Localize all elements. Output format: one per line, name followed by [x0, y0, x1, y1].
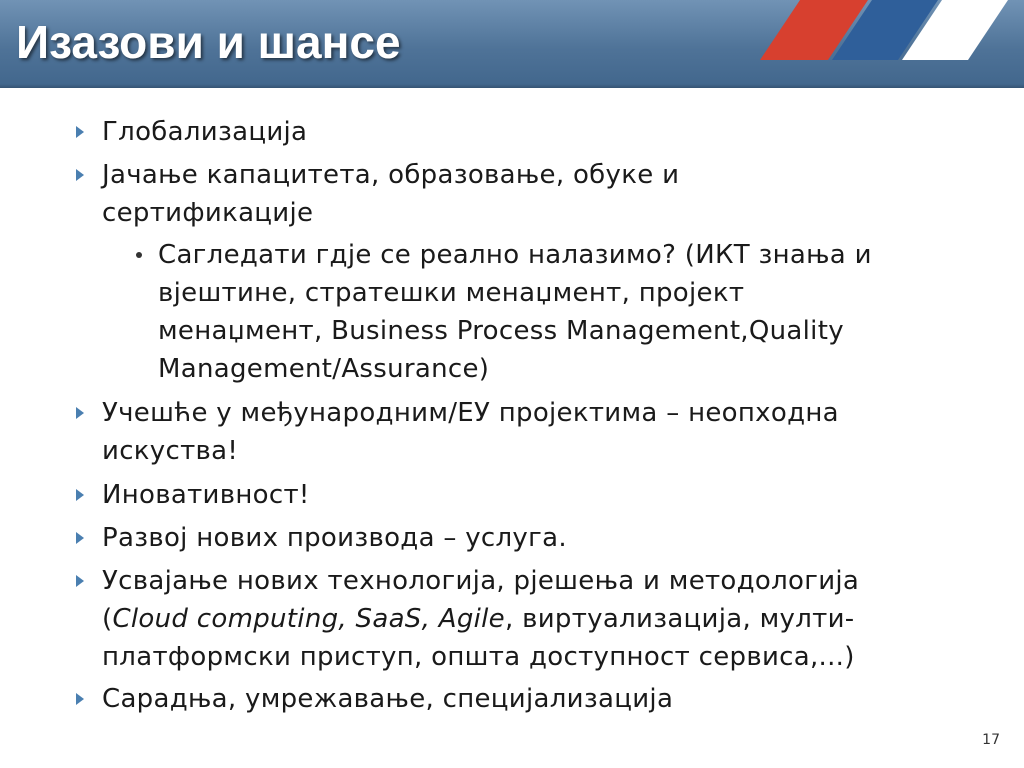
- bullet-eu-projects-line2: искуства!: [102, 436, 239, 466]
- bullet-innovation: Иновативност!: [102, 480, 310, 510]
- slide-title: Изазови и шансе: [16, 16, 401, 68]
- bullet-capacity-line1: Јачање капацитета, образовање, обуке и: [102, 160, 680, 190]
- bullet-arrow-icon: [76, 489, 84, 501]
- paren-open: (: [102, 604, 113, 634]
- sub-bullet-line3: менаџмент, Business Process Management,Quality: [158, 316, 844, 346]
- tech-terms-italic: Cloud computing, SaaS, Agile: [112, 604, 505, 634]
- bullet-capacity-line2: сертификације: [102, 198, 314, 228]
- serbian-flag-stripes-icon: [760, 0, 1024, 62]
- bullet-new-products: Развој нових производа – услуга.: [102, 523, 567, 553]
- bullet-arrow-icon: [76, 126, 84, 138]
- bullet-new-tech-line1: Усвајање нових технологија, рјешења и методологија: [102, 566, 860, 596]
- bullet-arrow-icon: [76, 169, 84, 181]
- bullet-arrow-icon: [76, 532, 84, 544]
- bullet-cooperation: Сарадња, умрежавање, специјализација: [102, 684, 674, 714]
- bullet-new-tech-line3: платформски приступ, општа доступност сервиса,...): [102, 642, 855, 672]
- page-number: 17: [982, 732, 1000, 748]
- bullet-arrow-icon: [76, 407, 84, 419]
- sub-bullet-line1: Сагледати гдје се реално налазимо? (ИКТ знања и: [158, 240, 872, 270]
- tech-rest: , виртуализација, мулти-: [504, 604, 855, 634]
- bullet-eu-projects-line1: Учешће у међународним/ЕУ пројектима – неопходна: [102, 398, 839, 428]
- bullet-new-tech-line2: [102, 600, 962, 638]
- bullet-globalization: Глобализација: [102, 117, 308, 147]
- sub-bullet-dot-icon: [136, 252, 142, 258]
- sub-bullet-line4: Management/Assurance): [158, 354, 490, 384]
- bullet-arrow-icon: [76, 693, 84, 705]
- bullet-arrow-icon: [76, 575, 84, 587]
- title-bar: [0, 0, 1024, 88]
- sub-bullet-line2: вјештине, стратешки менаџмент, пројект: [158, 278, 745, 308]
